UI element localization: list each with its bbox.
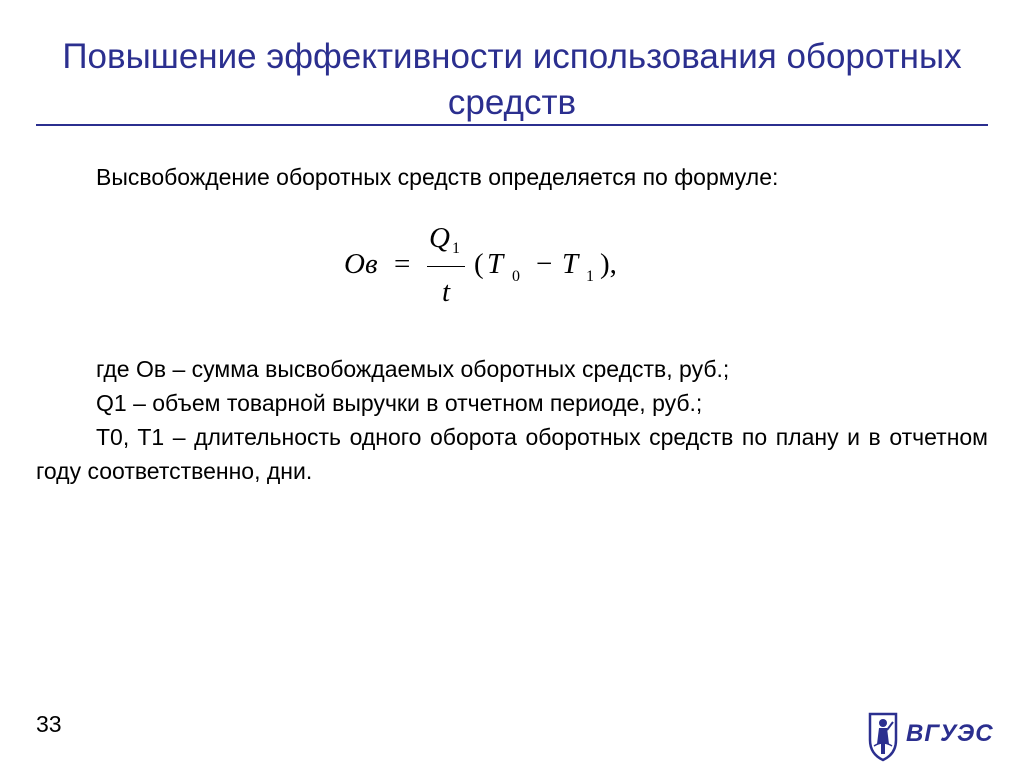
- formula-lhs: Ов: [344, 248, 378, 280]
- definition-t0-t1: T0, T1 – длительность одного оборота оборотных средств по плану и в отчетном году соответственно, дни.: [36, 424, 988, 484]
- definition-q1: Q1 – объем товарной выручки в отчетном периоде, руб.;: [96, 390, 703, 416]
- formula-t1: T: [562, 248, 579, 280]
- university-logo: [864, 710, 994, 762]
- title-underline: [36, 124, 988, 126]
- formula-t1-sub: 1: [586, 268, 594, 285]
- slide-title: Повышение эффективности использования оборотных средств: [62, 37, 962, 122]
- fraction-bar: [427, 266, 465, 267]
- intro-text: Высвобождение оборотных средств определяется по формуле:: [96, 164, 779, 190]
- definition-ov: где Ов – сумма высвобождаемых оборотных средств, руб.;: [96, 356, 730, 382]
- university-emblem-icon: [864, 710, 902, 762]
- formula-numerator: Q: [429, 222, 450, 254]
- page-number: 33: [36, 711, 62, 737]
- formula-open-paren: (: [474, 248, 484, 280]
- formula-numerator-sub: 1: [452, 240, 460, 257]
- formula-equals: =: [394, 248, 411, 280]
- formula-denominator: t: [442, 276, 451, 308]
- formula: [340, 222, 640, 318]
- formula-minus: −: [536, 248, 553, 280]
- logo-text: ВГУЭС: [906, 720, 994, 747]
- formula-close-paren: ),: [600, 248, 617, 280]
- formula-t0-sub: 0: [512, 268, 520, 285]
- formula-t0: T: [487, 248, 504, 280]
- definitions: [36, 352, 988, 488]
